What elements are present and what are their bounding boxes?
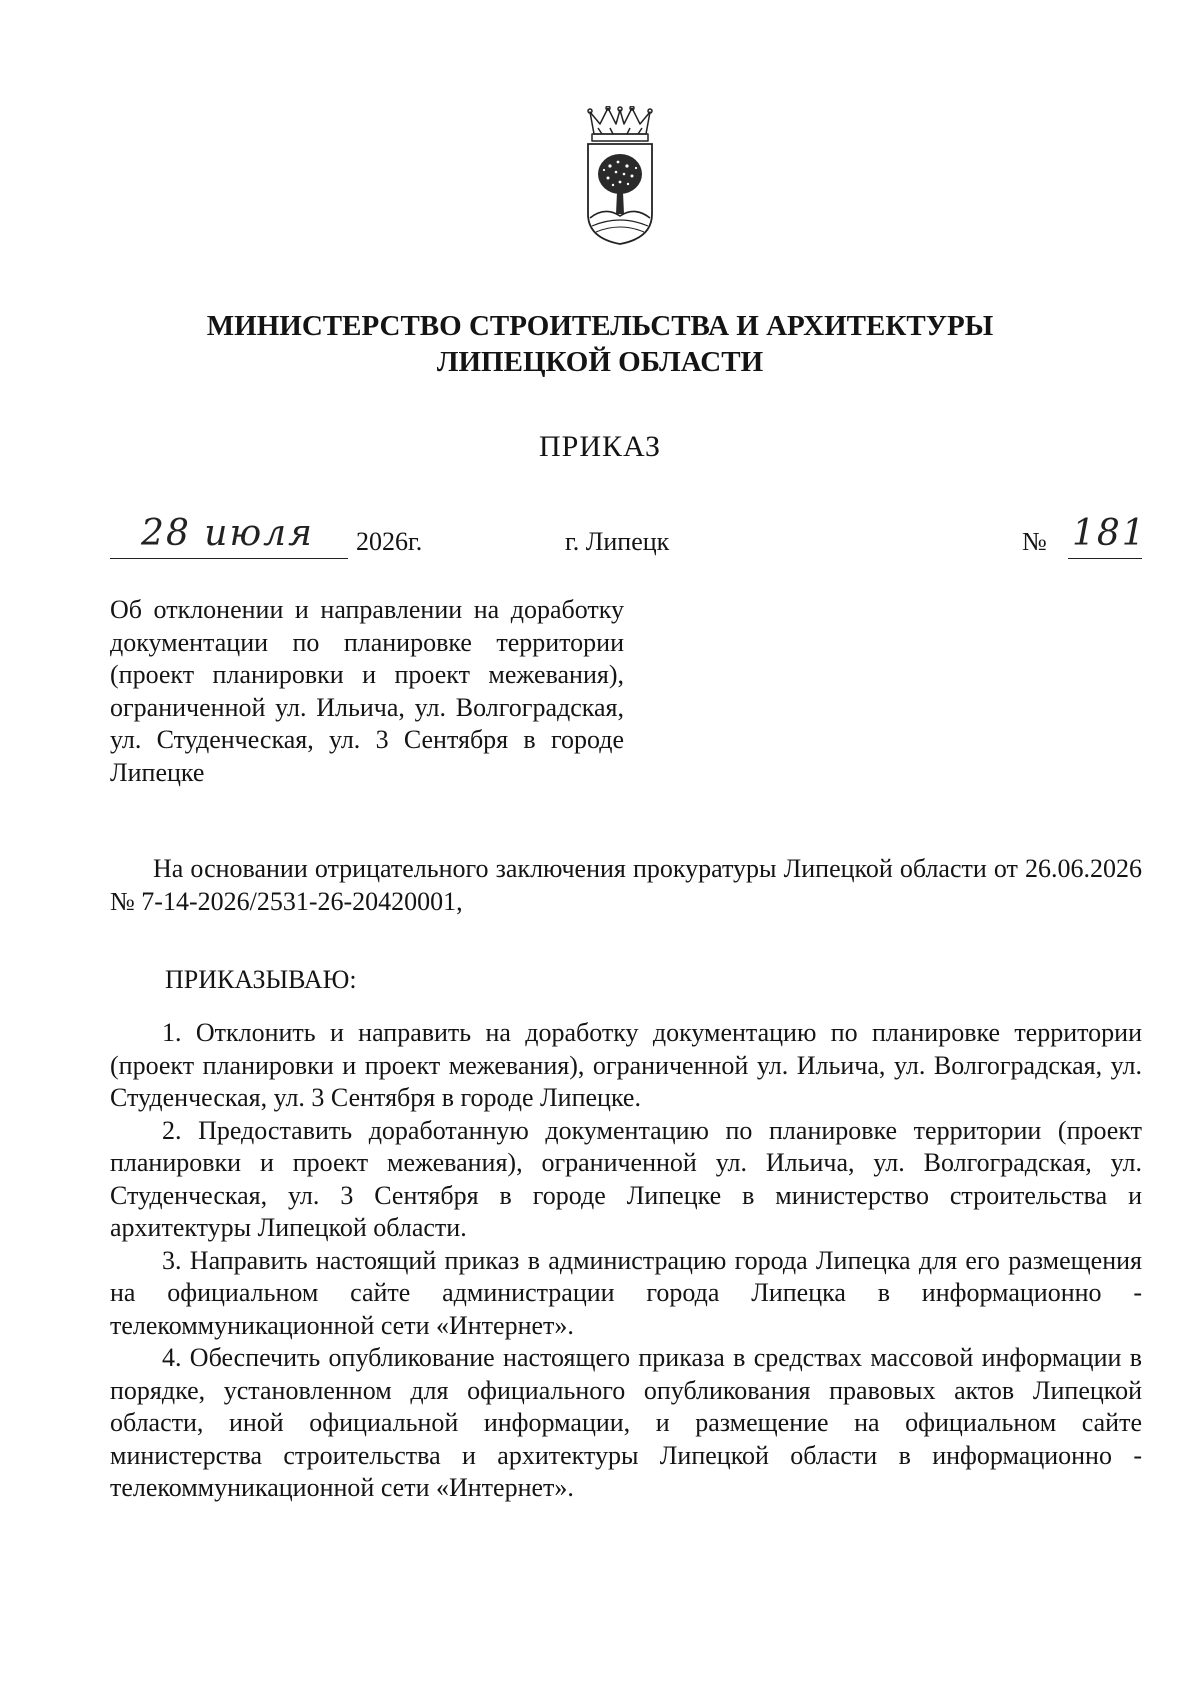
order-item-1: 1. Отклонить и направить на доработку документацию по планировке территории (проект планировки и проект межевания), ограниченной ул. Ильича, ул. Волгоградская, ул. Студенческая, ул. 3 Сентября в городе Липецке. <box>110 1018 1142 1112</box>
order-subject: Об отклонении и направлении на доработку документации по планировке территории (проект планировки и проект межевания), ограниченной ул. Ильича, ул. Волгоградская, ул. Студенческая, ул. 3 Сентября в городе Липецке <box>110 595 624 787</box>
order-items-list <box>110 1017 1142 1505</box>
date-number-line <box>110 513 1147 567</box>
document-city: г. Липецк <box>565 527 670 556</box>
ministry-name-line2: ЛИПЕЦКОЙ ОБЛАСТИ <box>436 346 764 378</box>
handwritten-number: 181 <box>1072 513 1147 554</box>
document-year: 2026г. <box>356 527 423 556</box>
number-underline <box>1068 558 1142 559</box>
order-item-4: 4. Обеспечить опубликование настоящего приказа в средствах массовой информации в порядке, установленном для официального опубликования правовых актов Липецкой области, иной официальной информации, и размещение на официальном сайте министерства строительства и архитектуры Липецкой области в информационно - телекоммуникационной сети «Интернет». <box>110 1343 1142 1502</box>
ministry-name-line1: МИНИСТЕРСТВО СТРОИТЕЛЬСТВА И АРХИТЕКТУРЫ <box>206 310 994 342</box>
order-item-2: 2. Предоставить доработанную документацию по планировке территории (проект планировки и проект межевания), ограниченной ул. Ильича, ул. Волгоградская, ул. Студенческая, ул. 3 Сентября в городе Липецке в министерство строительства и архитектуры Липецкой области. <box>110 1115 1142 1242</box>
ministry-name <box>0 308 1200 380</box>
order-directive: ПРИКАЗЫВАЮ: <box>165 965 357 994</box>
number-sign: № <box>1022 527 1047 556</box>
date-underline <box>110 558 348 559</box>
document-type-title: ПРИКАЗ <box>539 430 661 463</box>
order-item-3: 3. Направить настоящий приказ в администрацию города Липецка для его размещения на официальном сайте администрации города Липецка в информационно - телекоммуникационной сети «Интернет». <box>110 1245 1142 1340</box>
order-basis-paragraph: На основании отрицательного заключения прокуратуры Липецкой области от 26.06.2026 № 7-14-2026/2531-26-20420001, <box>110 854 1142 916</box>
handwritten-date: 28 июля <box>141 513 314 554</box>
lipetsk-coat-of-arms-icon <box>580 106 660 246</box>
